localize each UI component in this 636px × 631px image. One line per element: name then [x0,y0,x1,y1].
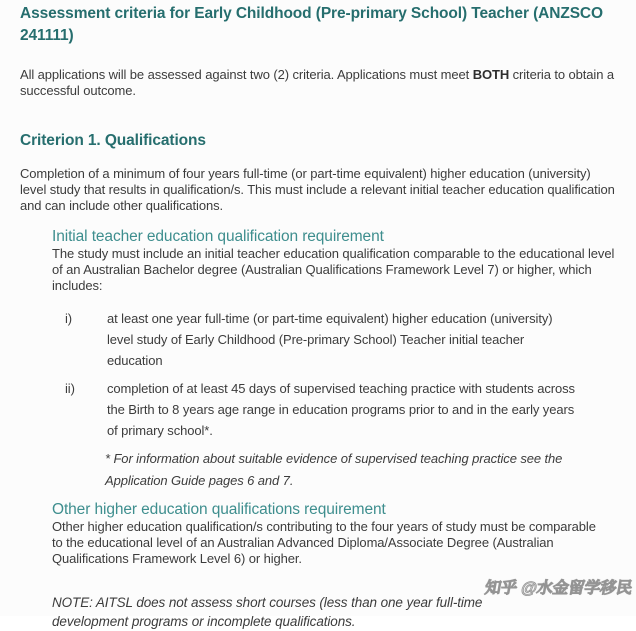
aitsl-note-line2: development programs or incomplete qualifications. [52,614,356,629]
list-item-text: completion of at least 45 days of supervised teaching practice with students across the Birth to 8 years age range in education programs prior to and in the early years of primary school*. [107,381,575,438]
supervised-practice-footnote: * For information about suitable evidence of supervised teaching practice see the Application Guide pages 6 and 7. [105,451,563,488]
aitsl-note [52,593,620,631]
list-item-text: at least one year full-time (or part-time equivalent) higher education (university) level study of Early Childhood (Pre-primary School) Teacher initial teacher education [107,311,553,368]
requirement-list [52,308,620,441]
intro-text-bold: BOTH [472,67,510,82]
zhihu-watermark: 知乎 @水金留学移民 [483,580,634,597]
intro-paragraph [20,67,620,99]
page-title: Assessment criteria for Early Childhood (Pre-primary School) Teacher (ANZSCO 241111) [20,5,603,44]
intro-text-post: criteria to obtain a successful outcome. [20,67,614,98]
initial-requirement-section [52,227,620,631]
other-requirement-body: Other higher education qualification/s contributing to the four years of study must be comparable to the educational level of an Australian Advanced Diploma/Associate Degree (Australian Qualifications Framework Level 6) or higher. [52,519,596,566]
intro-text-pre: All applications will be assessed against two (2) criteria. Applications must meet [20,67,473,82]
other-requirement-heading: Other higher education qualifications requirement [52,501,386,518]
initial-requirement-body: The study must include an initial teacher education qualification comparable to the educational level of an Australian Bachelor degree (Australian Qualifications Framework Level 7) or higher, which includes: [52,246,615,293]
list-item-marker: i) [65,311,73,326]
list-item [52,378,620,441]
list-item [52,308,620,371]
list-item-marker: ii) [65,381,75,396]
criterion-1-body: Completion of a minimum of four years full-time (or part-time equivalent) higher education (university) level study that results in qualification/s. This must include a relevant initial teacher education qualification and can include other qualifications. [20,166,615,213]
criterion-1-heading: Criterion 1. Qualifications [20,132,206,149]
initial-requirement-heading: Initial teacher education qualification requirement [52,228,384,245]
aitsl-note-line1: NOTE: AITSL does not assess short courses (less than one year full-time [52,595,483,610]
